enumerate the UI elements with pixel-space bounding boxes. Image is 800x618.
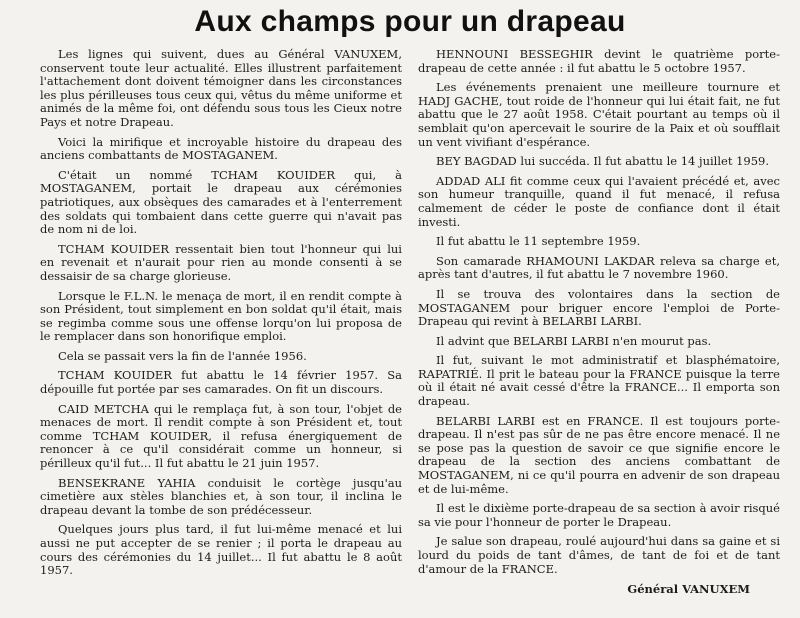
paragraph: Les événements prenaient une meilleure tournure et HADJ GACHE, tout roide de l'honneur qui lui était fait, ne fut abattu que le 27 août 1958. C'était pourtant au temps où il semblait qu'on apercevait le sourire de la Paix et où soufflait un vent vivifiant d'espérance.	[418, 80, 780, 149]
paragraph: C'était un nommé TCHAM KOUIDER qui, à MOSTAGANEM, portait le drapeau aux cérémonies patriotiques, aux obsèques des camarades et à l'enterrement des soldats qui tombaient dans cette guerre qui n'avait pas de nom ni de loi.	[40, 167, 402, 237]
paragraph: Son camarade RHAMOUNI LAKDAR releva sa charge et, après tant d'autres, il fut abattu le 7 novembre 1960.	[418, 253, 780, 282]
paragraph: HENNOUNI BESSEGHIR devint le quatrième porte-drapeau de cette année : il fut abattu le 5 octobre 1957.	[418, 47, 780, 75]
paragraph: Il est le dixième porte-drapeau de sa section à avoir risqué sa vie pour l'honneur de porter le Drapeau.	[418, 501, 780, 529]
paragraph: Cela se passait vers la fin de l'année 1956.	[58, 348, 307, 363]
paragraph: Quelques jours plus tard, il fut lui-même menacé et lui aussi ne put accepter de se renier ; il porta le drapeau au cours des cérémonies du 14 juillet... Il fut abattu le 8 août 1957.	[40, 522, 402, 578]
paragraph: Il fut abattu le 11 septembre 1959.	[436, 234, 641, 249]
article-body	[40, 48, 780, 596]
paragraph: BELARBI LARBI est en FRANCE. Il est toujours porte-drapeau. Il n'est pas sûr de ne pas être encore menacé. Il ne se pose pas la question de savoir ce que signifie encore le drapeau de la section des anciens combattant de MOSTAGANEM, ni ce qu'il pourra en advenir de son drapeau et de lui-même.	[418, 413, 780, 496]
paragraph: Voici la mirifique et incroyable histoire du drapeau des anciens combattants de MOSTAGANEM.	[40, 134, 402, 163]
paragraph: ADDAD ALI fit comme ceux qui l'avaient précédé et, avec son humeur tranquille, quand il fut menacé, il refusa calmement de céder le poste de confiance dont il était investi.	[418, 173, 780, 229]
paragraph: Lorsque le F.L.N. le menaça de mort, il en rendit compte à son Président, tout simplement en bon soldat qu'il était, mais se regimba comme sous une offense lorqu'on lui proposa de le remplacer dans son honorifique emploi.	[40, 288, 402, 344]
paragraph: Il fut, suivant le mot administratif et blasphématoire, RAPATRIÉ. Il prit le bateau pour la FRANCE puisque la terre où il était né avait cessé d'être la FRANCE... Il emporta son drapeau.	[418, 353, 780, 409]
paragraph: Il advint que BELARBI LARBI n'en mourut pas.	[436, 333, 712, 348]
left-column	[40, 48, 402, 596]
paragraph: Je salue son drapeau, roulé aujourd'hui dans sa gaine et si lourd du poids de tant d'âmes, de tant de foi et de tant d'amour de la FRANCE.	[418, 534, 780, 576]
article-title: Aux champs pour un drapeau	[194, 5, 626, 38]
paragraph: BEY BAGDAD lui succéda. Il fut abattu le 14 juillet 1959.	[436, 154, 770, 169]
paragraph: BENSEKRANE YAHIA conduisit le cortège jusqu'au cimetière aux stèles blanchies et, à son tour, il inclina le drapeau devant la tombe de son prédécesseur.	[40, 475, 402, 517]
paragraph: Il se trouva des volontaires dans la section de MOSTAGANEM pour briguer encore l'emploi de Porte-Drapeau qui revint à BELARBI LARBI.	[418, 286, 780, 329]
paragraph: TCHAM KOUIDER ressentait bien tout l'honneur qui lui en revenait et n'aurait pour rien au monde consenti à se dessaisir de sa charge glorieuse.	[40, 241, 402, 283]
paragraph: Les lignes qui suivent, dues au Général VANUXEM, conservent toute leur actualité. Elles illustrent parfaitement l'attachement dont doivent témoigner dans les circonstances les plus périlleuses tous ceux qui, vêtus du même uniforme et animés de la même foi, ont défendu sous tous les Cieux notre Pays et notre Drapeau.	[40, 47, 402, 129]
paragraph: CAID METCHA qui le remplaça fut, à son tour, l'objet de menaces de mort. Il rendit compte à son Président et, tout comme TCHAM KOUIDER, il refusa énergiquement de renoncer à ce qu'il considérait comme un honneur, si périlleux qu'il fut... Il fut abattu le 21 juin 1957.	[40, 401, 402, 471]
right-column	[418, 48, 780, 596]
signature: Général VANUXEM	[627, 582, 750, 597]
paragraph: TCHAM KOUIDER fut abattu le 14 février 1957. Sa dépouille fut portée par ses camarades. On fit un discours.	[40, 368, 402, 397]
